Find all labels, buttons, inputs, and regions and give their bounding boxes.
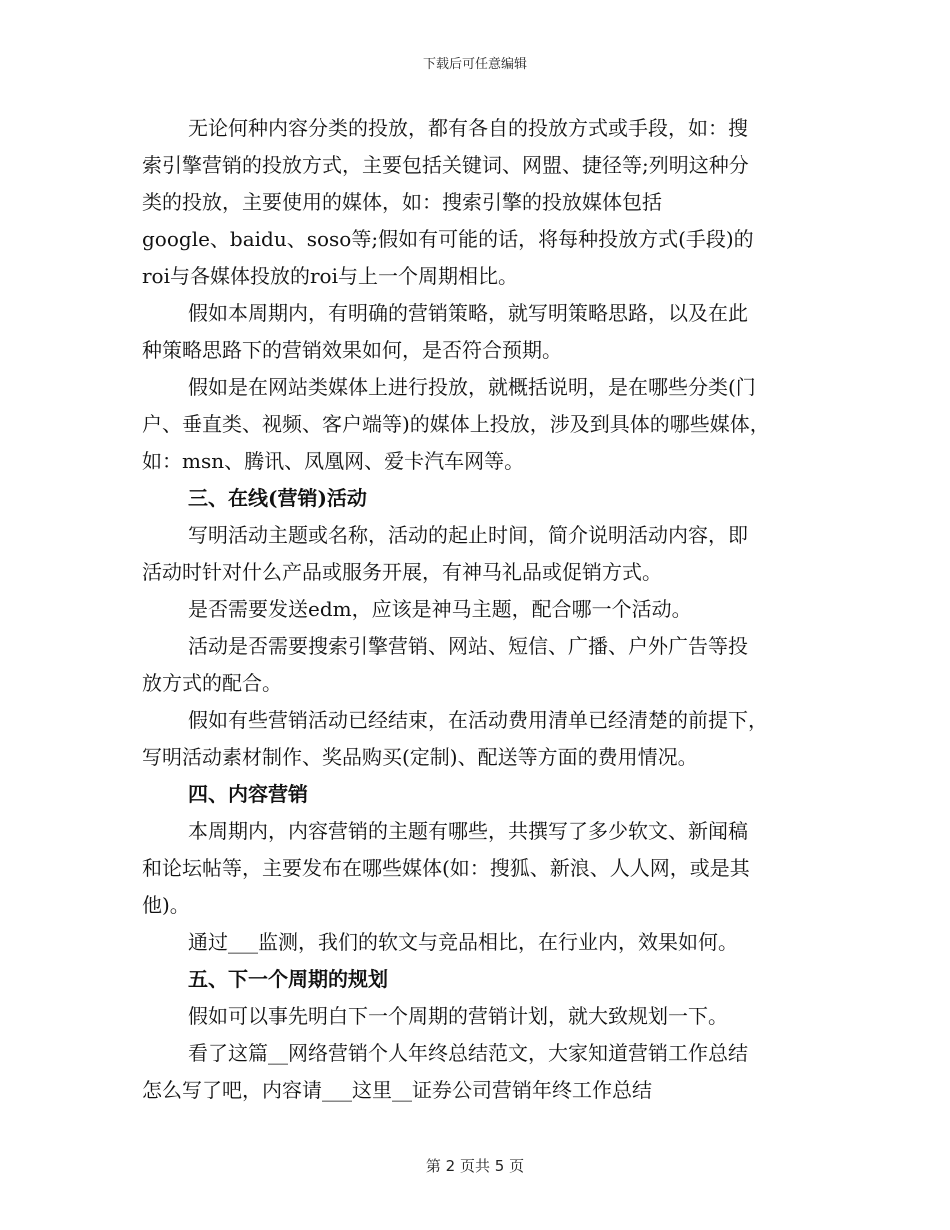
- body-line: roi与各媒体投放的roi与上一个周期相比。: [142, 264, 518, 288]
- body-line: 类的投放，主要使用的媒体，如：搜索引擎的投放媒体包括: [142, 190, 662, 214]
- body-line: 写明活动主题或名称，活动的起止时间，简介说明活动内容，即: [188, 523, 748, 547]
- document-body: [142, 110, 814, 1109]
- body-line: 如：msn、腾讯、凤凰网、爱卡汽车网等。: [142, 449, 525, 473]
- body-line: 户、垂直类、视频、客户端等)的媒体上投放，涉及到具体的哪些媒体，: [142, 412, 770, 436]
- section-heading: 三、在线(营销)活动: [188, 486, 367, 510]
- body-line: 和论坛帖等，主要发布在哪些媒体(如：搜狐、新浪、人人网，或是其: [142, 856, 750, 880]
- body-line: 是否需要发送edm，应该是神马主题，配合哪一个活动。: [188, 597, 692, 621]
- body-line: 他)。: [142, 893, 190, 917]
- page-header: 下载后可任意编辑: [422, 57, 527, 72]
- body-line: 写明活动素材制作、奖品购买(定制)、配送等方面的费用情况。: [142, 745, 698, 769]
- body-line: 活动时针对什么产品或服务开展，有神马礼品或促销方式。: [142, 560, 662, 584]
- body-line: 种策略思路下的营销效果如何，是否符合预期。: [142, 338, 562, 362]
- page-footer: 第 2 页共 5 页: [425, 1157, 525, 1175]
- body-line: 假如可以事先明白下一个周期的营销计划，就大致规划一下。: [188, 1004, 728, 1028]
- body-line: 看了这篇__网络营销个人年终总结范文，大家知道营销工作总结: [188, 1041, 748, 1065]
- body-line: 通过___监测，我们的软文与竞品相比，在行业内，效果如何。: [188, 930, 738, 954]
- body-line: 本周期内，内容营销的主题有哪些，共撰写了多少软文、新闻稿: [188, 819, 748, 843]
- section-heading: 五、下一个周期的规划: [188, 967, 388, 991]
- body-line: google、baidu、soso等;假如有可能的话，将每种投放方式(手段)的: [142, 227, 754, 251]
- body-line: 假如是在网站类媒体上进行投放，就概括说明，是在哪些分类(门: [188, 375, 756, 399]
- section-heading: 四、内容营销: [188, 782, 308, 806]
- body-line: 放方式的配合。: [142, 671, 282, 695]
- body-line: 假如有些营销活动已经结束，在活动费用清单已经清楚的前提下，: [188, 708, 768, 732]
- body-line: 索引擎营销的投放方式，主要包括关键词、网盟、捷径等;列明这种分: [142, 153, 749, 177]
- body-line: 无论何种内容分类的投放，都有各自的投放方式或手段，如：搜: [188, 116, 748, 140]
- body-line: 活动是否需要搜索引擎营销、网站、短信、广播、户外广告等投: [188, 634, 748, 658]
- body-line: 假如本周期内，有明确的营销策略，就写明策略思路，以及在此: [188, 301, 748, 325]
- body-line: 怎么写了吧，内容请___这里__证券公司营销年终工作总结: [142, 1078, 652, 1102]
